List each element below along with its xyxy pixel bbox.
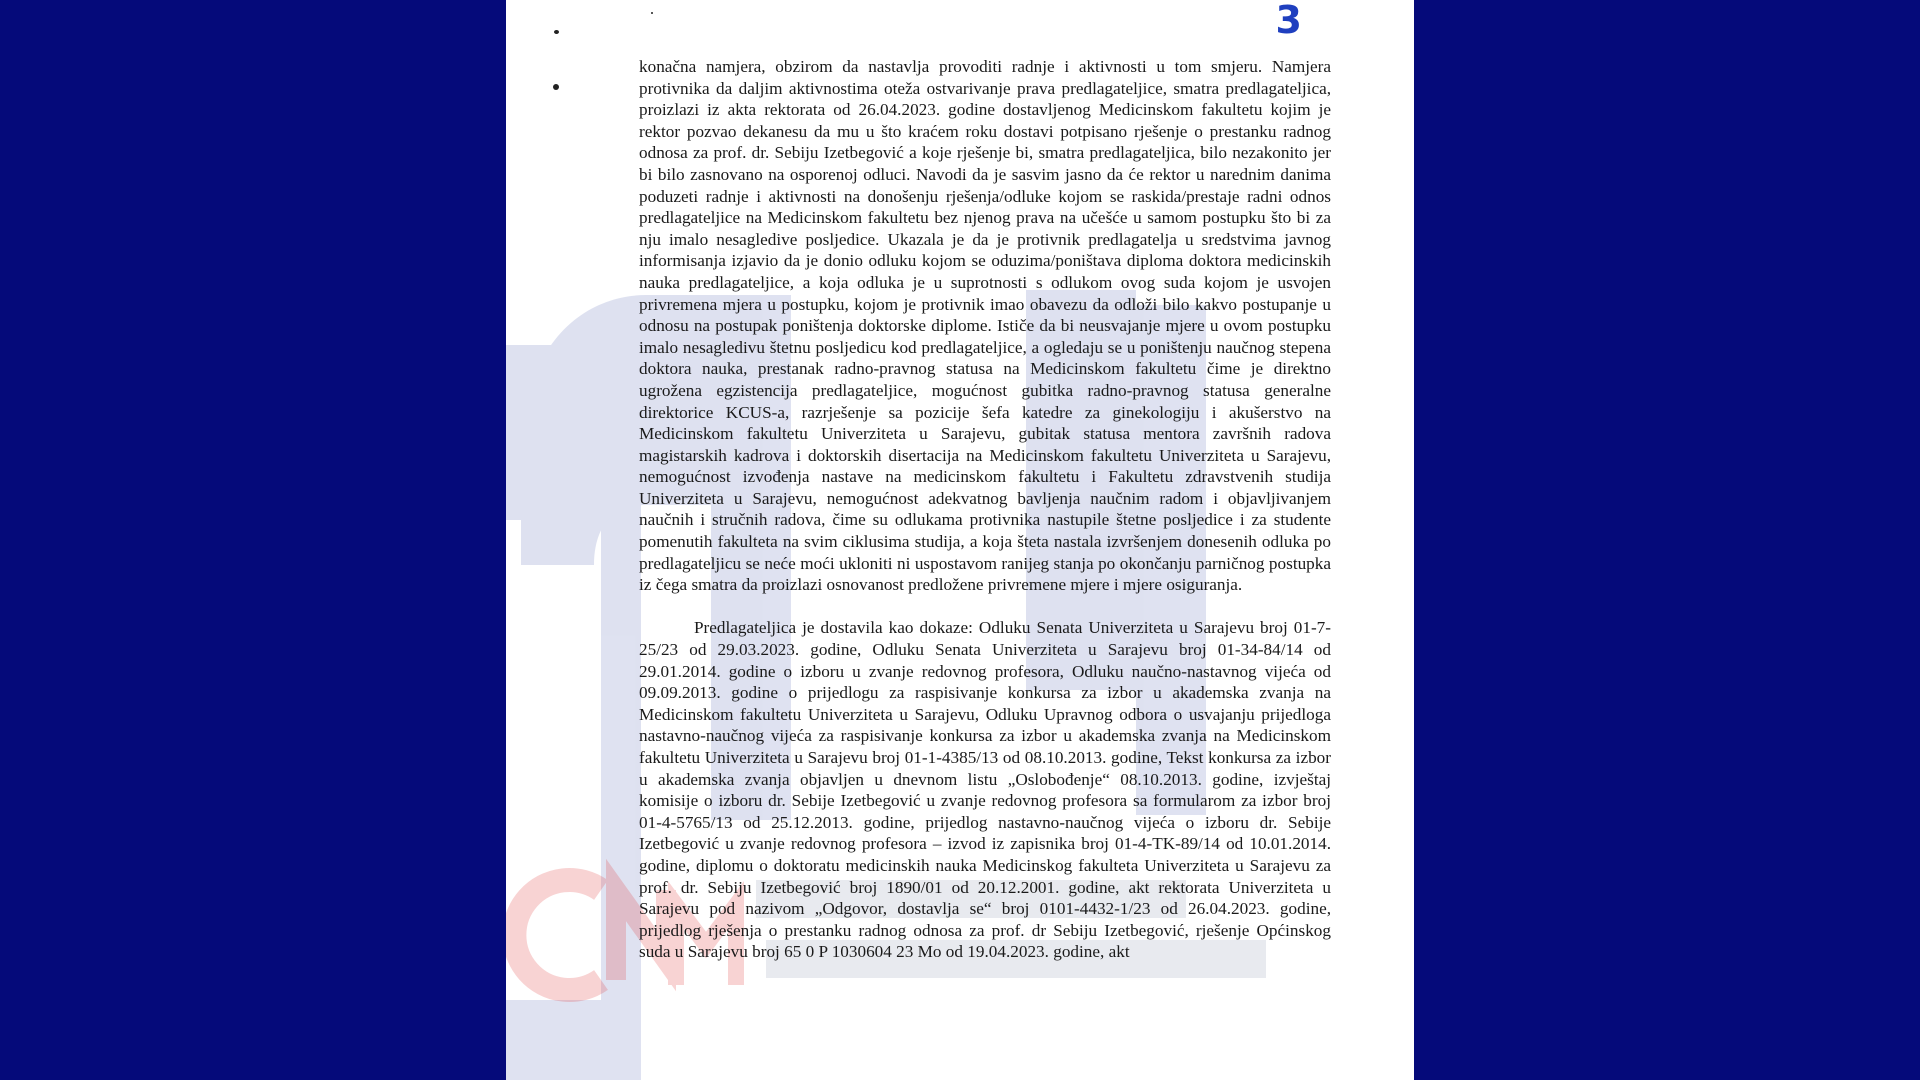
document-page xyxy=(506,0,1414,1080)
paragraph: Predlagateljica je dostavila kao dokaze: Odluku Senata Univerziteta u Sarajevu broj 01-7-25/23 od 29.03.2023. godine, Odluku Senata Univerziteta u Sarajevu broj 01-34-84/14 od 29.01.2014. godine o izboru u zvanje redovnog profesora, Odluku naučno-nastavnog vijeća od 09.09.2013. godine o prijedlogu za raspisivanje konkursa za izbor u akademska zvanja na Medicinskom fakultetu Univerziteta u Sarajevu, Odluku Upravnog odbora o usvajanju prijedloga nastavno-naučnog vijeća za raspisivanje konkursa za izbor u akademska zvanja na Medicinskom fakultetu Univerziteta u Sarajevu broj 01-1-4385/13 od 08.10.2013. godine, Tekst konkursa za izbor u akademska zvanja objavljen u dnevnom listu „Oslobođenje“ 08.10.2013. godine, izvještaj komisije o izboru dr. Sebije Izetbegović u zvanje redovnog profesora sa formularom za izbor broj 01-4-5765/13 od 25.12.2013. godine, prijedlog nastavno-naučnog vijeća o izboru dr. Sebije Izetbegović u zvanje redovnog profesora – izvod iz zapisnika broj 01-4-TK-89/14 od 10.01.2014. godine, diplomu o doktoratu medicinskih nauka Medicinskog fakulteta Univerziteta u Sarajevu za prof. dr. Sebiju Izetbegović broj 1890/01 od 20.12.2001. godine, akt rektorata Univerziteta u Sarajevu pod nazivom „Odgovor, dostavlja se“ broj 0101-4432-1/23 od 26.04.2023. godine, prijedlog rješenja o prestanku radnog odnosa za prof. dr Sebiju Izetbegović, rješenje Općinskog suda u Sarajevu broj 65 0 P 1030604 23 Mo od 19.04.2023. godine, akt xyxy=(639,618,1331,962)
scan-speck xyxy=(651,12,653,14)
document-body xyxy=(639,56,1331,963)
scan-speck xyxy=(554,30,559,34)
paragraph: konačna namjera, obzirom da nastavlja provoditi radnje i aktivnosti u tom smjeru. Namjera protivnika da daljim aktivnostima oteža ostvarivanje prava predlagateljice, smatra predlagateljica, proizlazi iz akta rektorata od 26.04.2023. godine dostavljenog Medicinskom fakultetu kojim je rektor pozvao dekanesu da mu u što kraćem roku dostavi potpisano rješenje o prestanku radnog odnosa za prof. dr. Sebiju Izetbegović a koje rješenje bi, smatra predlagateljica, bilo nezakonito jer bi bilo zasnovano na osporenoj odluci. Navodi da je sasvim jasno da će rektor u narednim danima poduzeti radnje i aktivnosti na donošenju rješenja/odluke kojom se raskida/prestaje radni odnos predlagateljice na Medicinskom fakultetu bez njenog prava na učešće u samom postupku što bi za nju imalo nesagledive posljedice. Ukazala je da je protivnik predlagatelja u sredstvima javnog informisanja izjavio da je donio odluku kojom se oduzima/poništava diploma doktora medicinskih nauka predlagateljice, a koja odluka je u suprotnosti s odlukom ovog suda kojom je usvojen privremena mjera u postupku, kojom je protivnik imao obavezu da odloži bilo kakvo postupanje u odnosu na postupak poništenja doktorske diplome. Ističe da bi neusvajanje mjere u ovom postupku imalo nesagledivu štetnu posljedicu kod predlagateljice, a ogledaju se u poništenju naučnog stepena doktora nauka, prestanak radno-pravnog statusa na Medicinskom fakultetu čime je direktno ugrožena egzistencija predlagateljice, mogućnost gubitka radno-pravnog statusa generalne direktorice KCUS-a, razrješenje sa pozicije šefa katedre za ginekologiju i akušerstvo na Medicinskom fakultetu Univerziteta u Sarajevu, gubitak statusa mentora završnih radova magistarskih kadrova i doktorskih disertacija na Medicinskom fakultetu Univerziteta u Sarajevu, nemogućnost izvođenja nastave na medicinskom fakultetu i Fakultetu zdravstvenih studija Univerziteta u Sarajevu, nemogućnost adekvatnog bavljenja naučnim radom i objavljivanjem naučnih i stručnih radova, čime su odlukama protivnika nastupile štetne posljedice i za studente pomenutih fakulteta na svim ciklusima studija, a koja šteta nastala izvršenjem donesenih odluka po predlagateljicu se neće moći ukloniti ni uspostavom ranijeg stanja po okončanju parničnog postupka iz čega smatra da proizlazi osnovanost predložene privremene mjere i mjere osiguranja. xyxy=(639,57,1331,595)
scan-speck xyxy=(553,84,559,90)
page-number: 3 xyxy=(1275,0,1302,42)
